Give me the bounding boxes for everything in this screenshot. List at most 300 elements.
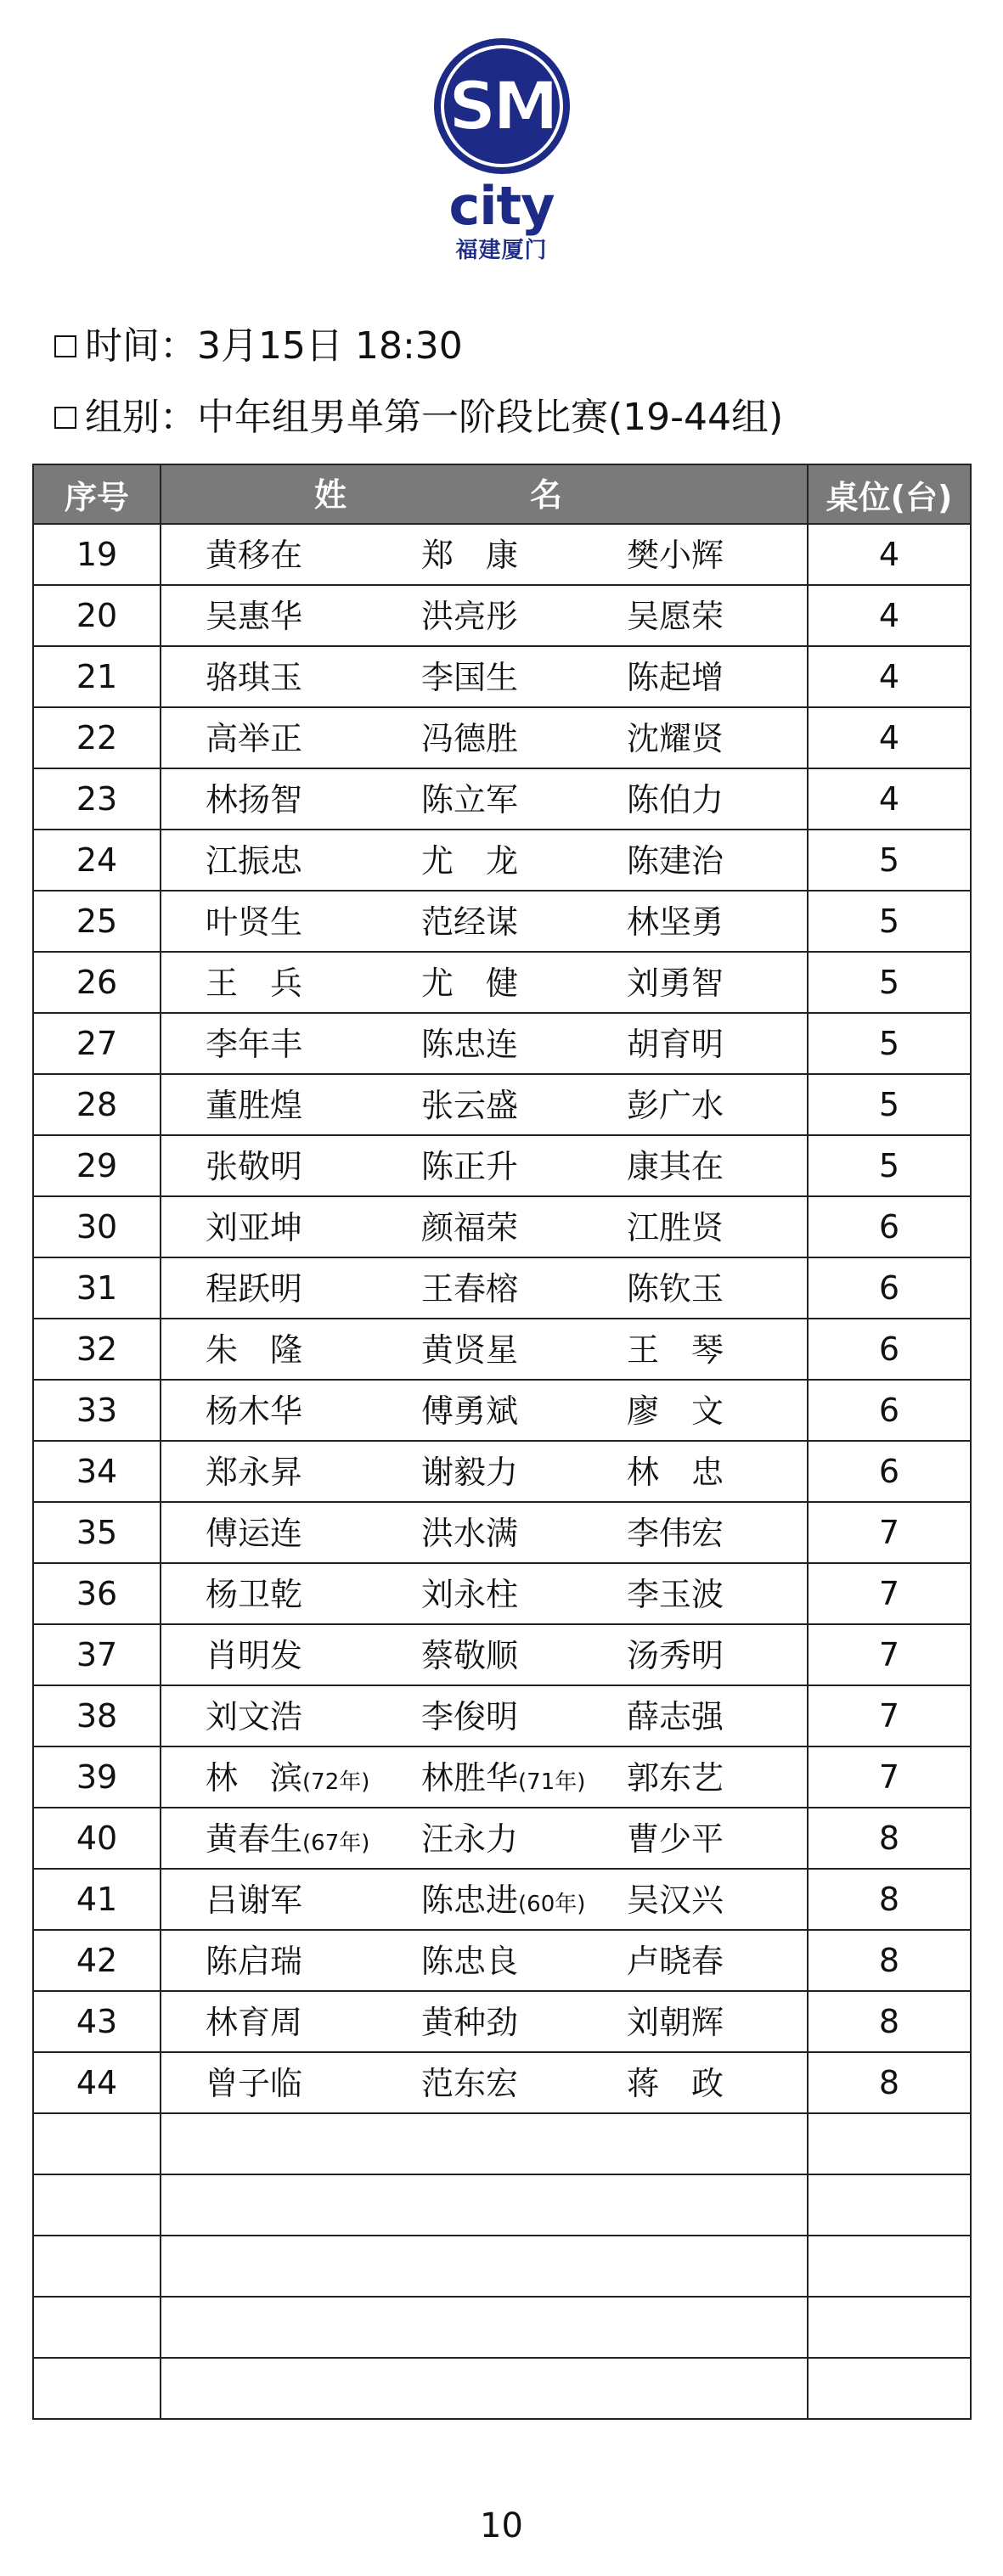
player-3-name: 陈建治 [627,842,724,880]
player-1-name: 高举正 [206,720,303,757]
empty-cell [161,2297,808,2358]
player-2 [421,1503,518,1564]
player-1-name: 曾子临 [206,2065,303,2102]
player-1 [206,2053,302,2114]
player-3-name: 林 忠 [627,1454,724,1491]
empty-row [33,2236,971,2297]
empty-cell [33,2297,161,2358]
player-names [161,1869,808,1930]
table-number: 5 [808,891,971,952]
player-2-name: 李俊明 [421,1698,519,1735]
logo [0,34,1003,263]
table-row [33,707,971,768]
table-row [33,524,971,585]
player-2-name: 刘永柱 [421,1576,519,1613]
player-3 [627,1197,724,1258]
player-1 [206,1258,302,1319]
table-row [33,1380,971,1441]
player-3 [627,769,724,830]
empty-cell [808,2297,971,2358]
player-1-name: 林育周 [206,2004,303,2041]
player-names [161,1991,808,2052]
player-2-name: 陈忠连 [421,1026,519,1063]
player-2 [421,830,518,891]
player-3-name: 刘勇智 [627,965,724,1002]
table-row [33,1196,971,1257]
table-number: 6 [808,1380,971,1441]
player-names [161,1685,808,1746]
time-value: 3月15日 18:30 [197,324,463,368]
row-number: 37 [33,1624,161,1685]
player-names [161,1380,808,1441]
player-3-name: 王 琴 [627,1331,724,1369]
brand-word: city [448,175,555,237]
row-number: 33 [33,1380,161,1441]
player-names [161,1502,808,1563]
player-1-name: 林 滨 [206,1759,303,1797]
player-3-name: 汤秀明 [627,1637,724,1674]
player-2-name: 陈正升 [421,1148,519,1185]
logo-mark-text: SM [448,69,555,145]
table-row [33,891,971,952]
time-label: 时间： [85,324,197,368]
player-2 [421,1625,518,1686]
row-number: 26 [33,952,161,1013]
player-names [161,524,808,585]
player-2-year: (71年) [518,1769,586,1795]
player-3 [627,1564,724,1625]
player-3-name: 李玉波 [627,1576,724,1613]
table-number: 8 [808,1991,971,2052]
table-row [33,585,971,646]
player-1 [206,586,302,647]
player-3 [627,1808,724,1870]
table-row [33,952,971,1013]
player-1-name: 江振忠 [206,842,303,880]
player-2 [421,1808,518,1870]
table-row [33,1808,971,1869]
table-number: 7 [808,1624,971,1685]
player-1-name: 黄春生 [206,1820,303,1858]
player-1-name: 刘亚坤 [206,1209,303,1246]
player-2-name: 王春榕 [421,1270,519,1308]
table-number: 4 [808,585,971,646]
player-2-name: 陈忠进 [421,1881,519,1919]
player-1 [206,1564,302,1625]
row-number: 32 [33,1319,161,1380]
player-3 [627,891,724,953]
table-row [33,1441,971,1502]
header-table: 桌位(台) [808,464,971,524]
table-number: 5 [808,1074,971,1135]
player-2 [421,1992,518,2053]
table-row [33,1563,971,1624]
table-number: 7 [808,1563,971,1624]
table-number: 4 [808,646,971,707]
player-1-name: 吕谢军 [206,1881,303,1919]
table-number: 4 [808,768,971,830]
player-1 [206,1808,369,1870]
table-row [33,830,971,891]
player-1 [206,1503,302,1564]
player-names [161,1013,808,1074]
player-names [161,1930,808,1991]
player-2 [421,1136,518,1197]
table-number: 7 [808,1746,971,1808]
player-2-name: 洪亮彤 [421,598,519,635]
page-number: 10 [480,2506,523,2545]
player-3-name: 陈起增 [627,659,724,696]
player-1 [206,1625,302,1686]
player-names [161,952,808,1013]
player-names [161,1319,808,1380]
player-2 [421,1686,518,1747]
row-number: 43 [33,1991,161,2052]
player-1 [206,1075,302,1136]
table-row [33,1135,971,1196]
player-3 [627,1258,724,1319]
empty-row [33,2113,971,2174]
group-label: 组别： [85,396,197,439]
row-number: 44 [33,2052,161,2113]
player-3-name: 彭广水 [627,1087,724,1124]
player-3-name: 樊小辉 [627,537,724,574]
row-number: 39 [33,1746,161,1808]
player-3 [627,1992,724,2053]
table-number: 6 [808,1196,971,1257]
player-3-name: 林坚勇 [627,903,724,941]
player-3 [627,647,724,708]
player-2 [421,2053,518,2114]
player-1-name: 刘文浩 [206,1698,303,1735]
header-no: 序号 [33,464,161,524]
player-1 [206,1686,302,1747]
player-3-name: 蒋 政 [627,2065,724,2102]
player-1 [206,1870,302,1931]
empty-cell [33,2236,161,2297]
table-row [33,1074,971,1135]
player-2-name: 尤 健 [421,965,519,1002]
player-1-year: (72年) [302,1769,370,1795]
player-2-name: 尤 龙 [421,842,519,880]
player-3 [627,1747,724,1808]
row-number: 28 [33,1074,161,1135]
player-3-name: 薛志强 [627,1698,724,1735]
player-1 [206,1442,302,1503]
player-1-name: 陈启瑞 [206,1943,303,1980]
player-3-name: 郭东艺 [627,1759,724,1797]
empty-cell [161,2236,808,2297]
player-1 [206,1197,302,1258]
row-number: 21 [33,646,161,707]
player-2-name: 郑 康 [421,537,519,574]
player-1-name: 程跃明 [206,1270,303,1308]
row-number: 36 [33,1563,161,1624]
table-number: 6 [808,1441,971,1502]
roster-body [33,524,971,2419]
player-1-name: 王 兵 [206,965,303,1002]
row-number: 24 [33,830,161,891]
table-row [33,1930,971,1991]
table-header-row [33,464,971,524]
row-number: 19 [33,524,161,585]
player-1 [206,1136,302,1197]
player-names [161,830,808,891]
player-3 [627,1686,724,1747]
table-row [33,1685,971,1746]
player-3 [627,1136,724,1197]
player-1 [206,1014,302,1075]
player-names [161,891,808,952]
table-number: 5 [808,952,971,1013]
player-names [161,1196,808,1257]
player-3-name: 吴汉兴 [627,1881,724,1919]
group-line [54,396,783,440]
player-3 [627,1870,724,1931]
player-1-name: 杨卫乾 [206,1576,303,1613]
empty-row [33,2297,971,2358]
empty-cell [161,2113,808,2174]
table-row [33,1013,971,1074]
player-1-name: 吴惠华 [206,598,303,635]
table-number: 7 [808,1685,971,1746]
player-2 [421,525,518,586]
empty-row [33,2174,971,2236]
player-1-name: 郑永昇 [206,1454,303,1491]
row-number: 27 [33,1013,161,1074]
player-2-name: 黄贤星 [421,1331,519,1369]
player-2 [421,953,518,1014]
table-row [33,2052,971,2113]
table-row [33,1991,971,2052]
time-line [54,324,463,368]
player-1-name: 肖明发 [206,1637,303,1674]
table-number: 5 [808,830,971,891]
player-2-name: 谢毅力 [421,1454,519,1491]
group-value: 中年组男单第一阶段比赛(19-44组) [197,396,784,439]
player-names [161,768,808,830]
table-row [33,1746,971,1808]
row-number: 20 [33,585,161,646]
player-2-name: 冯德胜 [421,720,519,757]
player-names [161,1808,808,1869]
brand-subtitle: 福建厦门 [455,238,548,263]
player-2 [421,708,518,769]
player-1-name: 张敬明 [206,1148,303,1185]
empty-cell [161,2358,808,2419]
player-2-name: 林胜华 [421,1759,519,1797]
empty-cell [33,2113,161,2174]
player-2-name: 范东宏 [421,2065,519,2102]
table-number: 4 [808,707,971,768]
table-row [33,1319,971,1380]
player-names [161,1563,808,1624]
empty-cell [33,2358,161,2419]
player-1 [206,525,302,586]
player-1-name: 董胜煌 [206,1087,303,1124]
player-2 [421,1870,585,1931]
player-3 [627,1625,724,1686]
player-3-name: 李伟宏 [627,1515,724,1552]
player-3 [627,1503,724,1564]
table-row [33,768,971,830]
empty-cell [808,2358,971,2419]
player-1 [206,647,302,708]
row-number: 40 [33,1808,161,1869]
empty-cell [808,2236,971,2297]
row-number: 41 [33,1869,161,1930]
table-number: 8 [808,2052,971,2113]
sm-logo-mark [430,34,574,178]
player-names [161,1441,808,1502]
player-1 [206,1381,302,1442]
player-2-name: 黄种劲 [421,2004,519,2041]
table-number: 5 [808,1135,971,1196]
player-1-year: (67年) [302,1831,370,1856]
player-names [161,1746,808,1808]
table-number: 8 [808,1808,971,1869]
player-3 [627,525,724,586]
player-2-year: (60年) [518,1892,586,1917]
roster-table [32,464,972,2420]
player-3 [627,1381,724,1442]
player-names [161,585,808,646]
row-number: 23 [33,768,161,830]
group-checkbox-icon [54,407,76,429]
table-number: 6 [808,1319,971,1380]
table-number: 4 [808,524,971,585]
player-2 [421,1075,518,1136]
player-3 [627,2053,724,2114]
row-number: 34 [33,1441,161,1502]
player-3-name: 陈伯力 [627,781,724,818]
player-3-name: 卢晓春 [627,1943,724,1980]
player-2 [421,769,518,830]
player-3 [627,953,724,1014]
table-row [33,1257,971,1319]
table-number: 5 [808,1013,971,1074]
header-name-a: 姓 [314,476,347,514]
empty-cell [33,2174,161,2236]
table-number: 8 [808,1869,971,1930]
player-1 [206,1931,302,1992]
player-1-name: 朱 隆 [206,1331,303,1369]
player-3-name: 陈钦玉 [627,1270,724,1308]
player-3-name: 吴愿荣 [627,598,724,635]
player-2-name: 陈立军 [421,781,519,818]
player-1 [206,1992,302,2053]
row-number: 22 [33,707,161,768]
player-1 [206,708,302,769]
player-names [161,1074,808,1135]
player-3-name: 江胜贤 [627,1209,724,1246]
player-1-name: 林扬智 [206,781,303,818]
player-1-name: 傅运连 [206,1515,303,1552]
player-2 [421,1931,518,1992]
player-3-name: 沈耀贤 [627,720,724,757]
player-2-name: 陈忠良 [421,1943,519,1980]
player-2-name: 傅勇斌 [421,1392,519,1430]
player-3-name: 曹少平 [627,1820,724,1858]
player-3 [627,1931,724,1992]
player-2-name: 张云盛 [421,1087,519,1124]
player-1 [206,953,302,1014]
player-2 [421,586,518,647]
table-number: 8 [808,1930,971,1991]
player-3 [627,1014,724,1075]
player-3 [627,830,724,891]
table-row [33,646,971,707]
player-1-name: 骆琪玉 [206,659,303,696]
player-2 [421,647,518,708]
player-2 [421,1258,518,1319]
player-3 [627,1319,724,1381]
table-row [33,1502,971,1563]
player-1-name: 黄移在 [206,537,303,574]
player-1 [206,1747,369,1808]
table-number: 6 [808,1257,971,1319]
player-3 [627,586,724,647]
player-2 [421,1442,518,1503]
player-1-name: 杨木华 [206,1392,303,1430]
player-2-name: 范经谋 [421,903,519,941]
empty-cell [161,2174,808,2236]
player-2-name: 蔡敬顺 [421,1637,519,1674]
player-1 [206,1319,302,1381]
row-number: 42 [33,1930,161,1991]
player-3 [627,1442,724,1503]
table-number: 7 [808,1502,971,1563]
row-number: 25 [33,891,161,952]
player-1-name: 李年丰 [206,1026,303,1063]
player-3 [627,708,724,769]
player-2 [421,1197,518,1258]
player-2-name: 李国生 [421,659,519,696]
player-names [161,2052,808,2113]
player-names [161,1624,808,1685]
player-2 [421,1319,518,1381]
player-3-name: 刘朝辉 [627,2004,724,2041]
player-1 [206,769,302,830]
player-2 [421,1747,585,1808]
player-names [161,707,808,768]
row-number: 29 [33,1135,161,1196]
player-names [161,1135,808,1196]
row-number: 35 [33,1502,161,1563]
table-row [33,1624,971,1685]
table-row [33,1869,971,1930]
empty-cell [808,2113,971,2174]
header-names [161,464,808,524]
player-2 [421,1564,518,1625]
time-checkbox-icon [54,335,76,357]
row-number: 38 [33,1685,161,1746]
player-3-name: 康其在 [627,1148,724,1185]
player-3 [627,1075,724,1136]
row-number: 31 [33,1257,161,1319]
player-2-name: 颜福荣 [421,1209,519,1246]
player-names [161,646,808,707]
player-1 [206,891,302,953]
empty-cell [808,2174,971,2236]
player-3-name: 廖 文 [627,1392,724,1430]
player-2 [421,1014,518,1075]
player-2-name: 汪永力 [421,1820,519,1858]
empty-row [33,2358,971,2419]
player-2 [421,891,518,953]
player-1-name: 叶贤生 [206,903,303,941]
player-2-name: 洪水满 [421,1515,519,1552]
